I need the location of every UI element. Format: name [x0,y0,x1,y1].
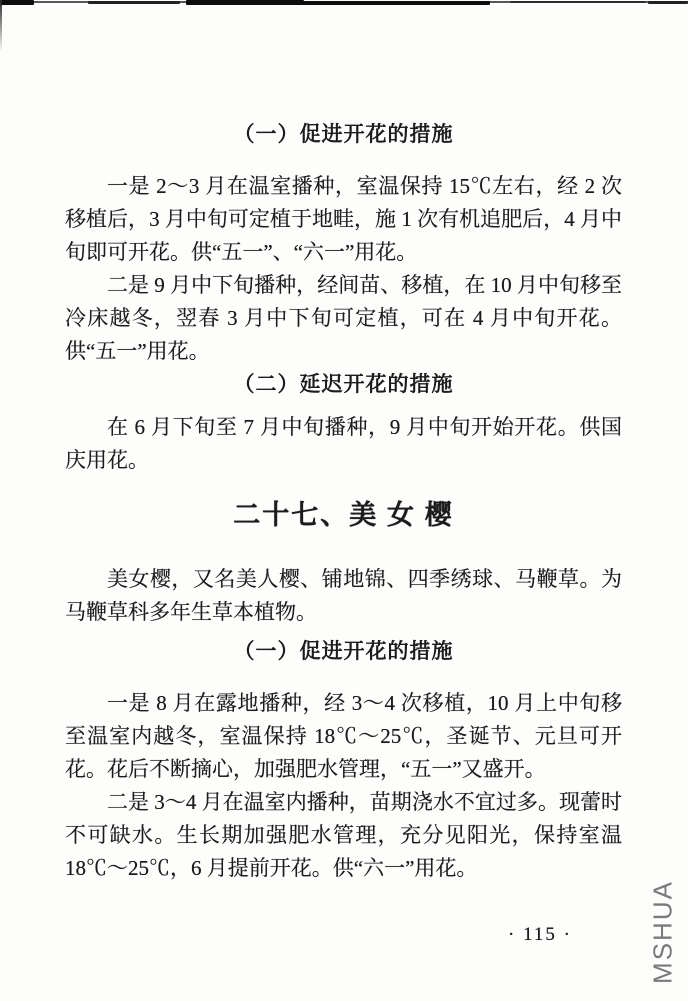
paragraph-autumn-sowing: 二是 9 月中下旬播种，经间苗、移植，在 10 月中旬移至冷床越冬，翌春 3 月中下旬可定植，可在 4 月中旬开花。供“五一”用花。 [65,273,622,363]
scan-artifact-top-edge [0,0,688,9]
section-heading-promote-flowering-2: （一）促进开花的措施 [233,640,454,663]
section-heading-delay-flowering: （二）延迟开花的措施 [233,373,454,396]
watermark-mshua: MSHUA [647,880,678,984]
paragraph-verbena-intro: 美女樱，又名美人樱、铺地锦、四季绣球、马鞭草。为马鞭草科多年生草本植物。 [65,567,622,624]
paragraph-verbena-method-two: 二是 3～4 月在温室内播种，苗期浇水不宜过多。现蕾时不可缺水。生长期加强肥水管理，充分见阳光，保持室温 18℃～25℃，6 月提前开花。供“六一”用花。 [65,790,622,880]
paragraph-verbena-method-one: 一是 8 月在露地播种，经 3～4 次移植，10 月上中旬移至温室内越冬，室温保持 18℃～25℃，圣诞节、元旦可开花。花后不断摘心，加强肥水管理，“五一”又盛开。 [65,691,622,781]
scan-artifact-segment [510,1,646,3]
scan-artifact-segment [186,0,304,5]
scan-artifact-segment [0,0,34,5]
text-column [65,0,622,885]
page-number: · 115 · [508,924,572,945]
scan-artifact-segment [648,1,688,4]
section-heading-promote-flowering-1: （一）促进开花的措施 [233,123,454,146]
scan-artifact-left-edge [0,0,2,52]
paragraph-delay-method: 在 6 月下旬至 7 月中旬播种，9 月中旬开始开花。供国庆用花。 [65,415,622,472]
chapter-title-verbena: 二十七、美 女 樱 [233,500,454,530]
scan-artifact-segment [300,1,490,5]
scan-artifact-segment [88,1,180,4]
paragraph-spring-sowing: 一是 2～3 月在温室播种，室温保持 15℃左右，经 2 次移植后，3 月中旬可定植于地畦，施 1 次有机追肥后，4 月中旬即可开花。供“五一”、“六一”用花。 [65,174,622,264]
